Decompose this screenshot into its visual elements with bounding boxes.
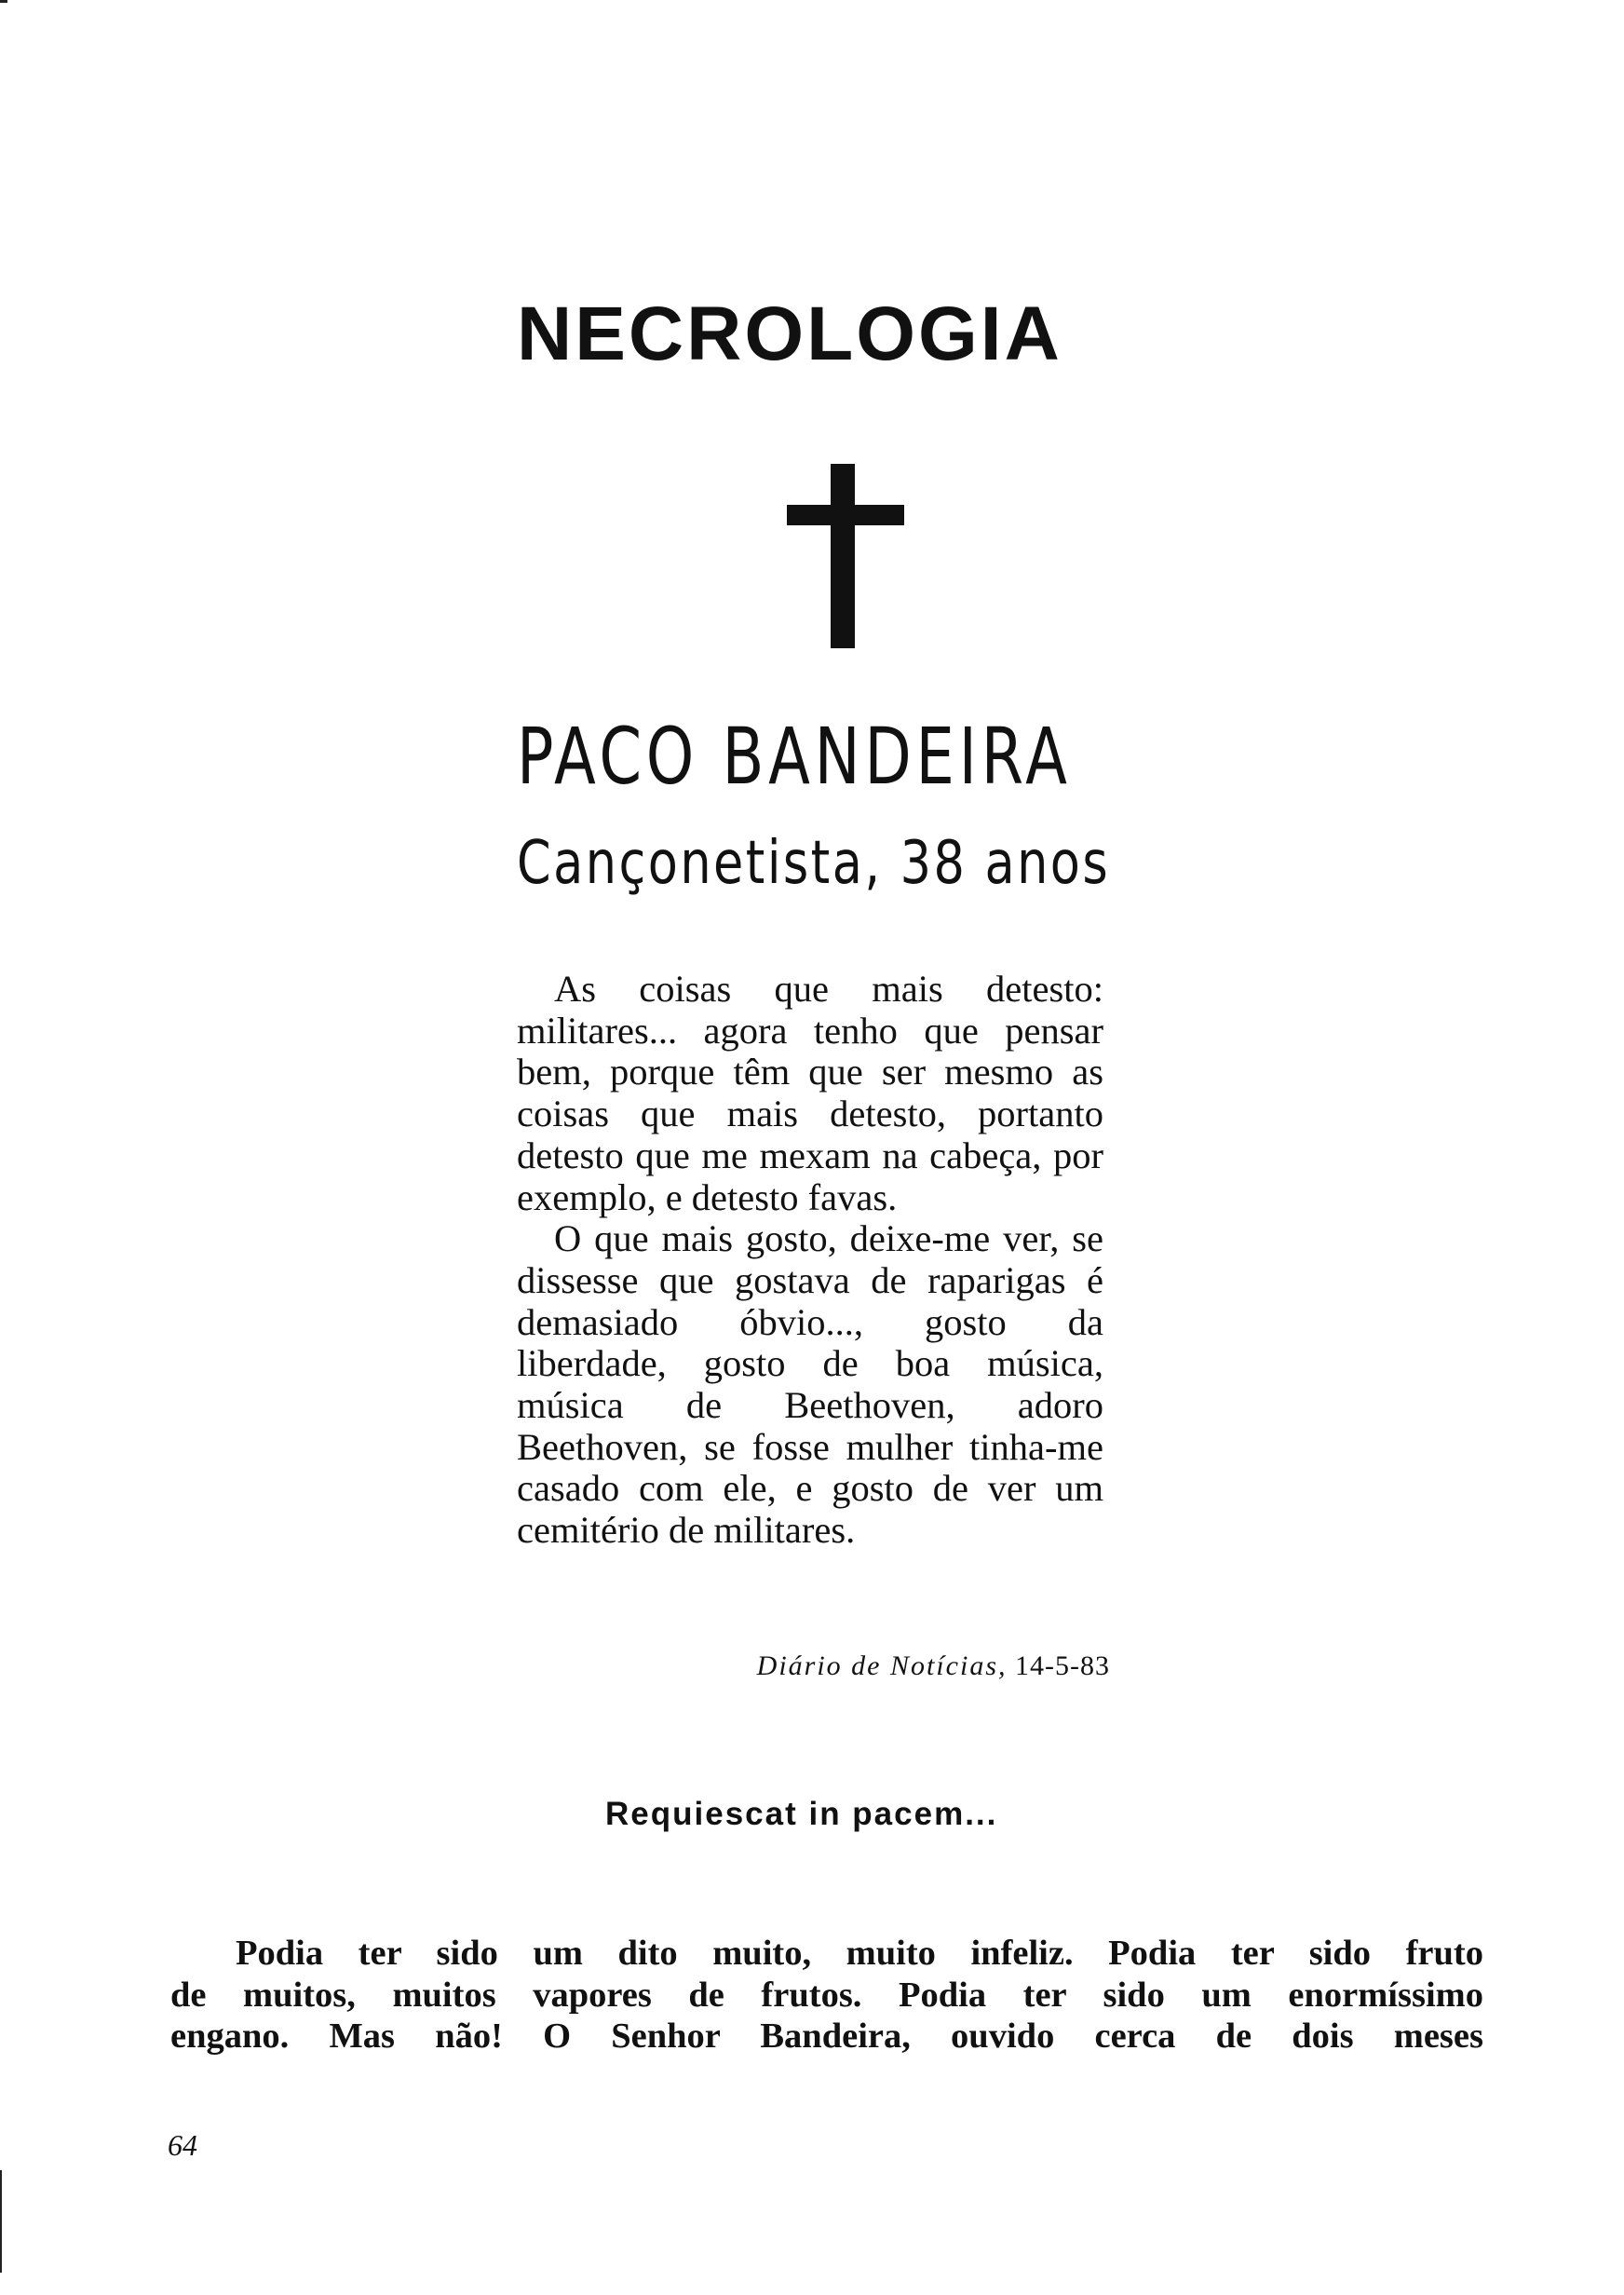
source-publication: Diário de Notícias, — [756, 1650, 1008, 1681]
body-line-2: de muitos, muitos vapores de frutos. Podia ter sido um enormíssimo — [170, 1975, 1483, 2015]
quote-paragraph-2: O que mais gosto, deixe-me ver, se dissesse que gostava de raparigas é demasiado óbvio..., gosto da liberdade, gosto de boa música, música de Beethoven, adoro Beethoven, se fosse mulher tinha-me casado com ele, e gosto de ver um cemitério de militares. — [517, 1217, 1103, 1552]
source-date: 14-5-83 — [1015, 1650, 1110, 1681]
body-line-1: Podia ter sido um dito muito, muito infeliz. Podia ter sido fruto — [236, 1934, 1483, 1973]
quote-source — [517, 1650, 1110, 1682]
cross-icon — [787, 464, 904, 648]
requiescat-heading: Requiescat in pacem... — [605, 1796, 998, 1832]
page-title: NECROLOGIA — [517, 292, 1062, 376]
deceased-name: PACO BANDEIRA — [517, 711, 1072, 802]
deceased-subtitle: Cançonetista, 38 anos — [517, 829, 1111, 898]
page-number: 64 — [168, 2128, 197, 2162]
body-text — [170, 1933, 1483, 2057]
scan-artifact-left-edge — [0, 2170, 2, 2273]
quote-paragraph-1: As coisas que mais detesto: militares... agora tenho que pensar bem, porque têm que ser mesmo as coisas que mais detesto, portanto detesto que me mexam na cabeça, por exemplo, e detesto favas. — [517, 968, 1103, 1218]
quote-block — [517, 969, 1103, 1552]
body-line-3: engano. Mas não! O Senhor Bandeira, ouvido cerca de dois meses — [170, 2017, 1483, 2056]
scan-artifact-top — [0, 0, 7, 3]
